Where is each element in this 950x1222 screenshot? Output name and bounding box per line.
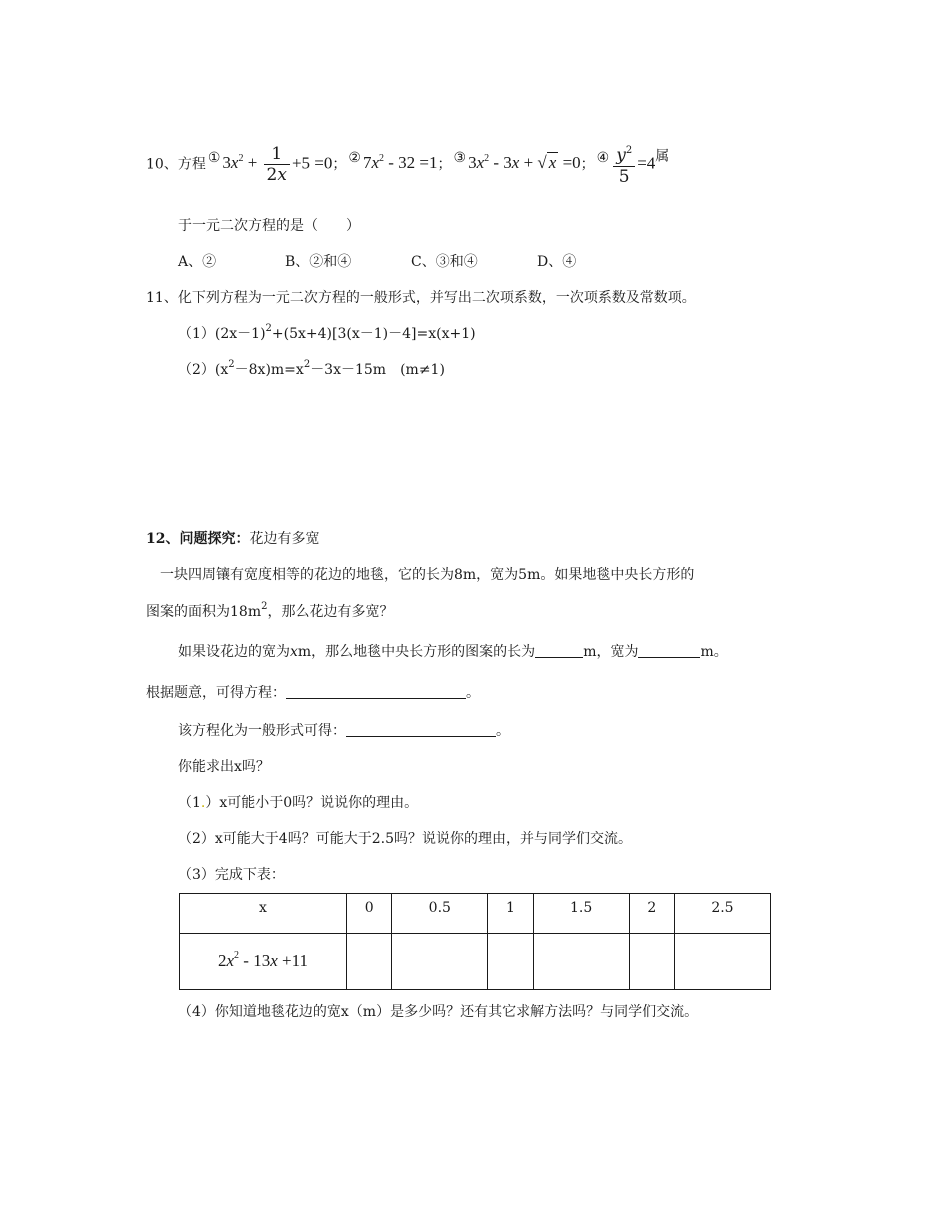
eq1-sep: ； — [332, 156, 347, 173]
eq4-marker: ④ — [596, 150, 610, 167]
q12-para2: 图案的面积为$18m^2$，那么花边有多宽？ — [146, 601, 394, 620]
q12-sub1: （1.）x可能小于0吗？说说你的理由。 — [178, 795, 419, 811]
q12-subtitle: 花边有多宽 — [249, 531, 320, 547]
q12-general: 该方程化为一般形式可得： 。 — [178, 723, 510, 739]
table-empty-cell[interactable] — [488, 934, 533, 990]
table-header-cell: 2.5 — [674, 894, 770, 934]
table-empty-cell[interactable] — [392, 934, 488, 990]
q10-tail: 属 — [655, 148, 670, 165]
q12-equation: 根据题意，可得方程： 。 — [146, 685, 480, 701]
table-value-row — [180, 934, 771, 990]
table-empty-cell[interactable] — [347, 934, 392, 990]
q12-sub3: （3）完成下表： — [178, 867, 285, 883]
table-header-row — [180, 894, 771, 934]
q12-setup: 如果设花边的宽为xm，那么地毯中央长方形的图案的长为 m，宽为 m。 — [178, 644, 728, 660]
q11-part1: $(1)(2x-1)^2+(5x+4)[3(x-1)-4]=x(x+1)$ — [178, 323, 476, 342]
eq1-rest: +5 =0 — [291, 153, 333, 173]
table-row-label: $2x^2 - 13x +11$ — [180, 934, 347, 990]
table-header-cell: 2 — [629, 894, 674, 934]
q12-ask: 你能求出x吗？ — [178, 759, 270, 775]
table-empty-cell[interactable] — [629, 934, 674, 990]
q12-sub2: （2）x可能大于4吗？可能大于2.5吗？说说你的理由，并与同学们交流。 — [178, 831, 632, 847]
width-blank[interactable] — [638, 643, 700, 658]
table-empty-cell[interactable] — [674, 934, 770, 990]
table-empty-cell[interactable] — [533, 934, 629, 990]
table-header-cell: x — [180, 894, 347, 934]
eq1-fraction: $\frac{1}{2x}$ — [264, 144, 290, 185]
option-b: B、②和④ — [285, 254, 352, 270]
q10-equation-line — [146, 142, 669, 187]
equation-blank[interactable] — [286, 684, 466, 699]
length-blank[interactable] — [535, 643, 583, 658]
general-form-blank[interactable] — [346, 722, 496, 737]
eq1-marker: ① — [207, 150, 221, 167]
q11-part2: $(2)(x^2-8x)m=x^2-3x-15m$ (m≠1) — [178, 359, 445, 378]
table-header-cell: 0 — [347, 894, 392, 934]
option-c: C、③和④ — [411, 254, 478, 270]
option-a: A、② — [178, 254, 217, 270]
q12-para1: 一块四周镶有宽度相等的花边的地毯，它的长为8m，宽为5m。如果地毯中央长方形的 — [160, 567, 695, 583]
eq4-rhs: =4 — [637, 153, 656, 173]
q10-continuation: 于一元二次方程的是（ ） — [178, 218, 360, 234]
table-header-cell: 0.5 — [392, 894, 488, 934]
option-d: D、④ — [537, 254, 577, 270]
eq2-sep: ； — [437, 156, 452, 173]
eq2-term: $7x^2 - 32 =1$ — [362, 152, 438, 173]
eq4-fraction: $\frac{y^2}{5}$ — [613, 142, 635, 187]
eq3-term: $3x^2 - 3x$ + √ x =0 — [468, 152, 581, 173]
q10-label: 10、方程 — [146, 156, 206, 173]
q11-title: 11、化下列方程为一元二次方程的一般形式，并写出二次项系数，一次项系数及常数项。 — [146, 290, 696, 306]
table-header-cell: 1.5 — [533, 894, 629, 934]
q12-sub4: （4）你知道地毯花边的宽x（m）是多少吗？还有其它求解方法吗？与同学们交流。 — [178, 1004, 699, 1020]
eq3-sep: ； — [580, 156, 595, 173]
eq1-term: $3x^2$ + — [222, 152, 262, 173]
eq2-marker: ② — [348, 150, 361, 167]
eq3-marker: ③ — [453, 150, 467, 167]
table-header-cell: 1 — [488, 894, 533, 934]
q12-title-line — [146, 528, 319, 548]
q12-title: 12、问题探究： — [146, 531, 250, 547]
fill-table — [179, 893, 771, 990]
